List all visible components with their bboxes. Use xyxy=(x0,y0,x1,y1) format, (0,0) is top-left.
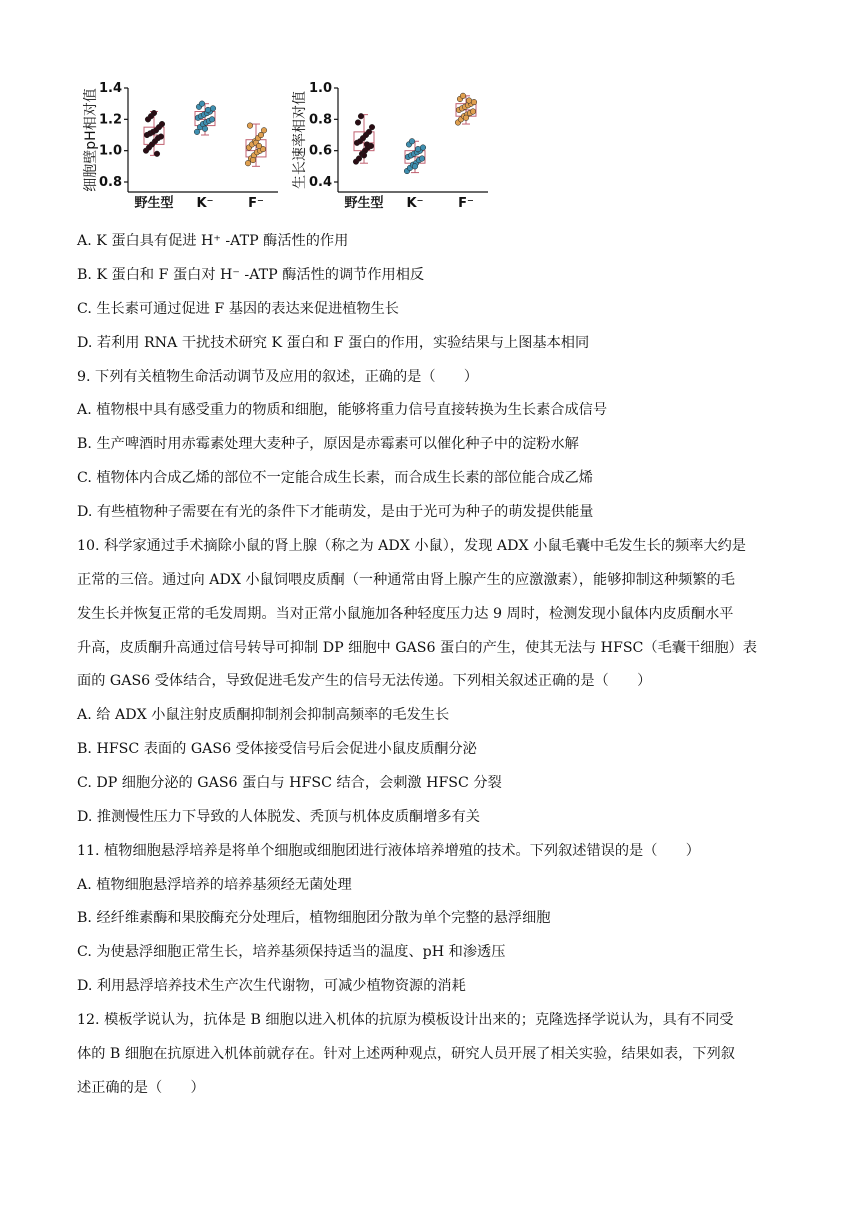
figure-charts xyxy=(78,76,498,216)
chart-growth-point xyxy=(415,146,421,152)
chart-ph-ytick-label: 1.0 xyxy=(98,143,122,159)
chart-ph-point xyxy=(151,110,157,116)
option-8b: B. K 蛋白和 F 蛋白对 H⁻ -ATP 酶活性的调节作用相反 xyxy=(77,267,425,283)
option-9c: C. 植物体内合成乙烯的部位不一定能合成生长素，而合成生长素的部位能合成乙烯 xyxy=(77,470,593,486)
chart-growth-point xyxy=(463,115,469,121)
chart-growth-point xyxy=(358,113,364,119)
question-12-line2: 体的 B 细胞在抗原进入机体前就存在。针对上述两种观点，研究人员开展了相关实验，结果如表，下列叙 xyxy=(77,1046,735,1062)
chart-ph-point xyxy=(199,101,205,107)
question-10-line3: 发生长并恢复正常的毛发周期。当对正常小鼠施加各种轻度压力达 9 周时，检测发现小鼠体内皮质酮水平 xyxy=(77,606,734,622)
question-11: 11. 植物细胞悬浮培养是将单个细胞或细胞团进行液体培养增殖的技术。下列叙述错误的是（ ） xyxy=(77,843,700,859)
question-10-line1: 10. 科学家通过手术摘除小鼠的肾上腺（称之为 ADX 小鼠），发现 ADX 小鼠毛囊中毛发生长的频率大约是 xyxy=(77,538,746,554)
chart-ph-category-label: K⁻ xyxy=(196,196,214,211)
chart-growth-point xyxy=(470,109,476,115)
question-10-line2: 正常的三倍。通过向 ADX 小鼠饲喂皮质酮（一种通常由肾上腺产生的应激激素），能够抑制这种频繁的毛 xyxy=(77,572,735,588)
chart-growth-ytick-label: 0.8 xyxy=(308,112,332,128)
question-10-line4: 升高，皮质酮升高通过信号转导可抑制 DP 细胞中 GAS6 蛋白的产生，使其无法与 HFSC（毛囊干细胞）表 xyxy=(77,640,757,656)
chart-growth-point xyxy=(412,164,418,170)
chart-ph xyxy=(82,81,278,211)
chart-ph-point xyxy=(154,151,160,157)
chart-growth-point xyxy=(471,99,477,105)
chart-growth-point xyxy=(369,124,375,130)
chart-ph-point xyxy=(210,106,216,112)
option-11d: D. 利用悬浮培养技术生产次生代谢物，可减少植物资源的消耗 xyxy=(77,978,466,994)
chart-ph-point xyxy=(159,121,165,127)
chart-ph-category-label: 野生型 xyxy=(134,196,174,211)
chart-ph-point xyxy=(209,117,215,123)
chart-ph-point xyxy=(250,157,256,163)
chart-growth-category-label: F⁻ xyxy=(458,196,474,211)
chart-ph-ytick-label: 1.4 xyxy=(98,81,122,96)
question-10-line5: 面的 GAS6 受体结合，导致促进毛发产生的信号无法传递。下列相关叙述正确的是（ ） xyxy=(77,673,652,689)
option-10c: C. DP 细胞分泌的 GAS6 蛋白与 HFSC 结合，会刺激 HFSC 分裂 xyxy=(77,775,502,791)
option-8d: D. 若利用 RNA 干扰技术研究 K 蛋白和 F 蛋白的作用，实验结果与上图基本相同 xyxy=(77,335,590,351)
chart-ph-category-label: F⁻ xyxy=(248,196,264,211)
chart-growth-point xyxy=(361,153,367,159)
option-8c: C. 生长素可通过促进 F 基因的表达来促进植物生长 xyxy=(77,301,399,317)
chart-growth-category-label: K⁻ xyxy=(406,196,424,211)
chart-growth-point xyxy=(466,98,472,104)
chart-ph-point xyxy=(247,123,253,129)
chart-ph-point xyxy=(256,143,262,149)
chart-growth-point xyxy=(420,145,426,151)
question-12-line1: 12. 模板学说认为，抗体是 B 细胞以进入机体的抗原为模板设计出来的；克隆选择学说认为，具有不同受 xyxy=(77,1012,734,1028)
option-10a: A. 给 ADX 小鼠注射皮质酮抑制剂会抑制高频率的毛发生长 xyxy=(77,707,450,723)
option-10b: B. HFSC 表面的 GAS6 受体接受信号后会促进小鼠皮质酮分泌 xyxy=(77,741,477,757)
option-11c: C. 为使悬浮细胞正常生长，培养基须保持适当的温度、pH 和渗透压 xyxy=(77,944,506,960)
question-9: 9. 下列有关植物生命活动调节及应用的叙述，正确的是（ ） xyxy=(77,369,479,385)
chart-ph-ylabel: 细胞壁pH相对值 xyxy=(83,88,99,192)
chart-ph-point xyxy=(158,134,164,140)
chart-growth-point xyxy=(355,120,361,126)
option-9b: B. 生产啤酒时用赤霉素处理大麦种子，原因是赤霉素可以催化种子中的淀粉水解 xyxy=(77,436,579,452)
chart-ph-point xyxy=(205,107,211,113)
chart-growth-ytick-label: 1.0 xyxy=(308,81,332,96)
option-9d: D. 有些植物种子需要在有光的条件下才能萌发，是由于光可为种子的萌发提供能量 xyxy=(77,504,594,520)
chart-growth xyxy=(291,81,488,211)
chart-growth-point xyxy=(460,93,466,99)
chart-growth-ytick-label: 0.6 xyxy=(308,143,332,159)
chart-ph-point xyxy=(202,126,208,132)
option-11a: A. 植物细胞悬浮培养的培养基须经无菌处理 xyxy=(77,877,352,893)
option-11b: B. 经纤维素酶和果胶酶充分处理后，植物细胞团分散为单个完整的悬浮细胞 xyxy=(77,910,551,926)
option-9a: A. 植物根中具有感受重力的物质和细胞，能够将重力信号直接转换为生长素合成信号 xyxy=(77,402,608,418)
chart-ph-ytick-label: 1.2 xyxy=(98,112,122,128)
option-8a: A. K 蛋白具有促进 H⁺ -ATP 酶活性的作用 xyxy=(77,233,349,249)
chart-growth-ylabel: 生长速率相对值 xyxy=(292,91,308,189)
chart-growth-point xyxy=(419,156,425,162)
chart-growth-point xyxy=(364,142,370,148)
chart-ph-ytick-label: 0.8 xyxy=(98,175,122,190)
chart-growth-point xyxy=(409,138,415,144)
question-12-line3: 述正确的是（ ） xyxy=(77,1080,205,1096)
chart-growth-ytick-label: 0.4 xyxy=(308,175,332,190)
chart-growth-category-label: 野生型 xyxy=(344,196,384,211)
chart-ph-point xyxy=(261,128,267,134)
option-10d: D. 推测慢性压力下导致的人体脱发、秃顶与机体皮质酮增多有关 xyxy=(77,809,480,825)
